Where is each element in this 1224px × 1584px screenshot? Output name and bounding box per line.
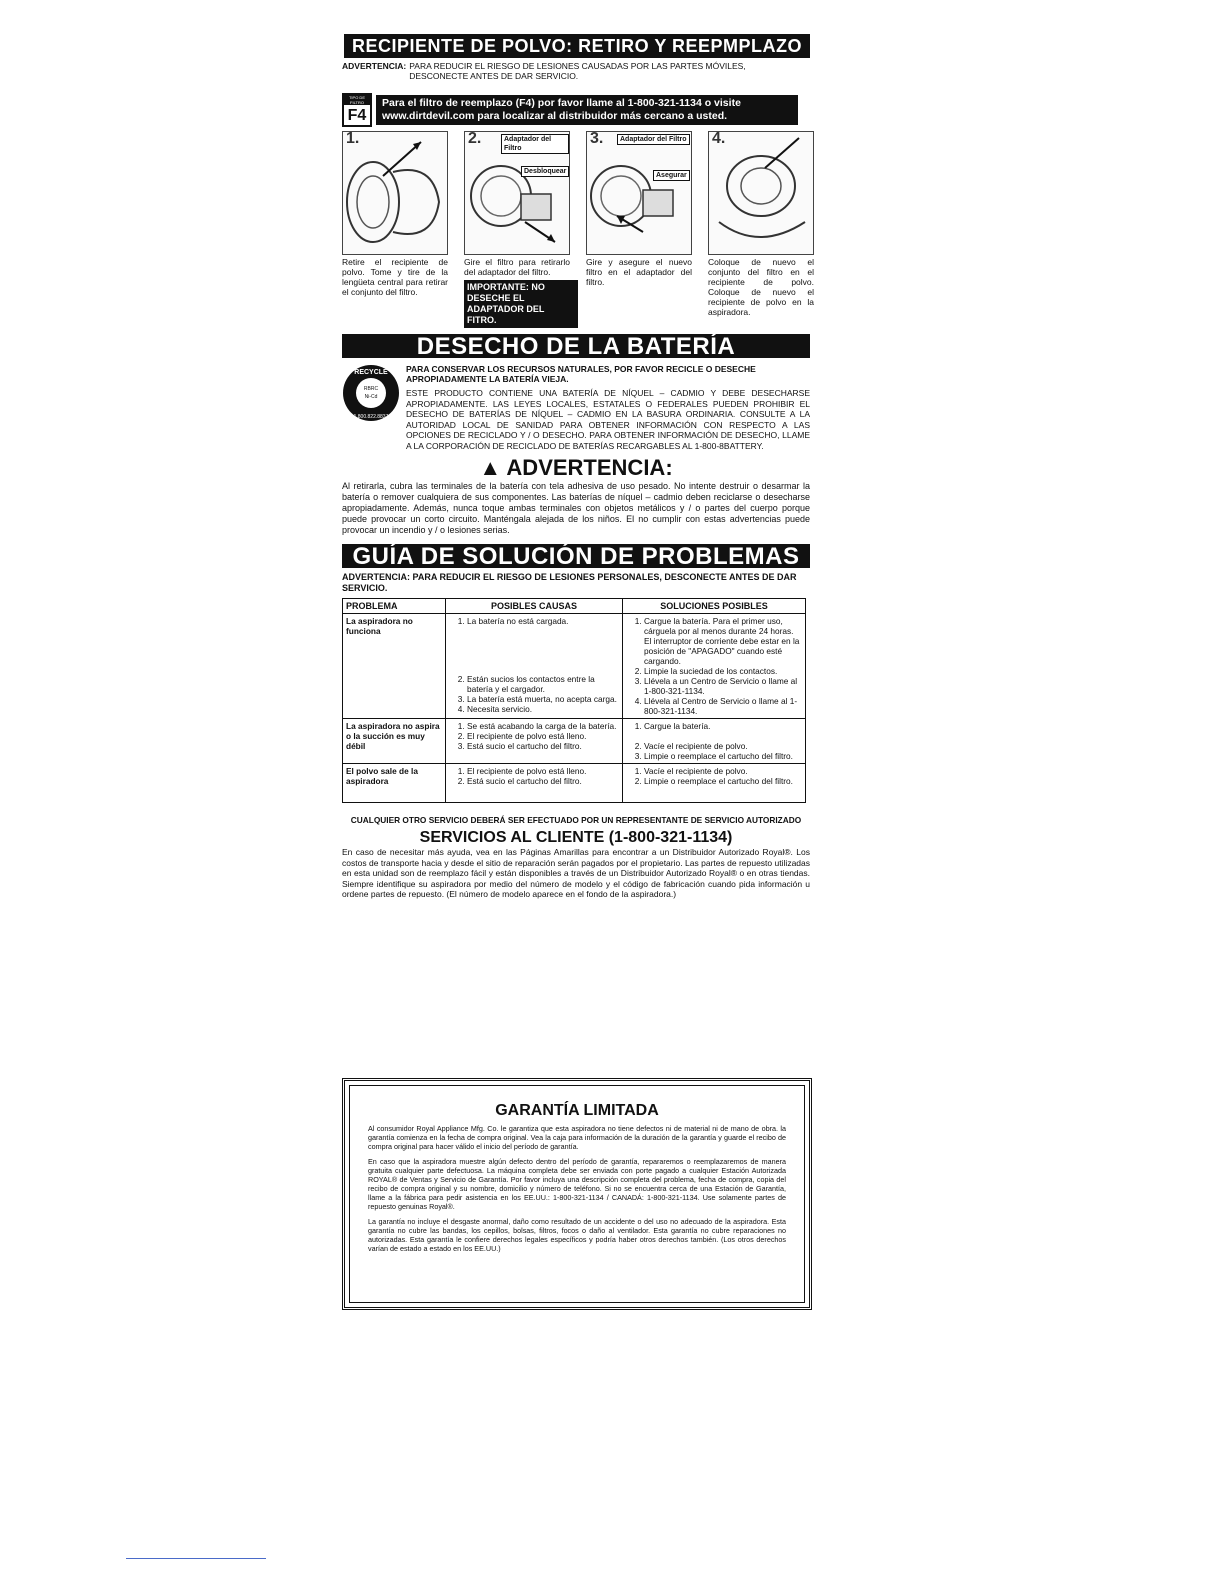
solution-item: 2. Limpie la suciedad de los contactos. [644,666,802,676]
filter-row [342,93,810,127]
solution-item: 1. Cargue la batería. Para el primer uso, cárguela por al menos durante 24 horas. El interruptor de corriente debe estar en la posición de "APAGADO" cuando esté cargando. [644,616,802,666]
svg-text:1.800.822.8837: 1.800.822.8837 [353,414,389,420]
service-note: CUALQUIER OTRO SERVICIO DEBERÁ SER EFECTUADO POR UN REPRESENTANTE DE SERVICIO AUTORIZADO [350,815,802,825]
table-row [343,719,806,764]
step-number: 2. [468,130,482,147]
step-4-illustration [708,131,814,255]
battery-warning-title [342,455,810,481]
causes-cell [446,764,623,803]
problem-cell: El polvo sale de la aspiradora [343,764,446,803]
cause-item: 1. Se está acabando la carga de la batería. [467,721,619,731]
footnote-divider [126,1558,266,1559]
causes-cell [446,614,623,719]
table-header-row [343,599,806,614]
table-row [343,614,806,719]
reinstall-illustration [709,132,813,254]
header-causes: POSIBLES CAUSAS [446,599,623,614]
solutions-cell [623,764,806,803]
warranty-paragraph: En caso que la aspiradora muestre algún defecto dentro del período de garantía, repararemos o reemplazaremos de manera gratuita cualquier parte defectuosa. La máquina completa debe ser enviada con porte pagado a cualquier Estación Autorizada ROYAL® de Ventas y Servicio de Garantía. Por favor incluya una descripción completa del problema, fecha de compra, copia del recibo de compra original y su nombre, domicilio y número de teléfono. Si no se encuentra cerca de una Estación de Garantía, llame a la fábrica para pedir asistencia en los EE.UU.: 1-800-321-1134 / CANADÁ: 1-800-321-1134. Use solamente partes de repuesto genuinas Royal®. [368,1157,786,1211]
cause-item: 1. El recipiente de polvo está lleno. [467,766,619,776]
solution-item: 4. Llévela al Centro de Servicio o llame al 1-800-321-1134. [644,696,802,716]
step-4-text: Coloque de nuevo el conjunto del filtro en el recipiente de polvo. Coloque de nuevo el recipiente de polvo en la aspiradora. [708,257,814,317]
filter-adapter-callout: Adaptador del Filtro [617,134,690,145]
warranty-box [342,1078,812,1310]
warranty-paragraph: La garantía no incluye el desgaste anormal, daño como resultado de un accidente o del uso no adecuado de la aspiradora. Esta garantía no cubre las bandas, los cepillos, bolsas, filtros, focos o daño al ventilador. Esta garantía no cubre reparaciones no autorizadas. Esta garantía le confiere derechos legales específicos y podría haber otros derechos también. (Los otros derechos varían de estado a estado en los EE.UU.) [368,1217,786,1253]
problem-cell: La aspiradora no funciona [343,614,446,719]
battery-text-block [406,364,810,451]
filter-badge-code: F4 [347,107,367,124]
dust-cup-illustration [343,132,447,254]
step-3-text: Gire y asegure el nuevo filtro en el adaptador del filtro. [586,257,692,287]
battery-body: ESTE PRODUCTO CONTIENE UNA BATERÍA DE NÍQUEL – CADMIO Y DEBE DESECHARSE APROPIADAMENTE. LAS LEYES LOCALES, ESTATALES O FEDERALES PUEDEN PROHIBIR EL DESECHO DE BATERÍAS DE NÍQUEL – CADMIO EN LA BASURA ORDINARIA. CONSULTE A LA AUTORIDAD LOCAL DE SANIDAD PARA OBTENER INFORMACIÓN CON RESPECTO A LAS OPCIONES DE RECICLADO Y / O DESECHO. PARA OBTENER INFORMACIÓN DE DESECHO, LLAME A LA CORPORACIÓN DE RECICLADO DE BATERÍAS RECARGABLES AL 1-800-8BATTERY. [406,388,810,451]
warranty-title: GARANTÍA LIMITADA [495,1102,659,1119]
cause-item: 4. Necesita servicio. [467,704,619,714]
warning-line [342,61,810,81]
svg-text:Ni-Cd: Ni-Cd [364,394,378,400]
solution-item: 3. Llévela a un Centro de Servicio o llame al 1-800-321-1134. [644,676,802,696]
table-row [343,764,806,803]
step-1 [342,131,448,328]
troubleshooting-table [342,598,806,803]
header-solutions: SOLUCIONES POSIBLES [623,599,806,614]
step-number: 1. [346,130,360,147]
solution-item: 2. Vacíe el recipiente de polvo. [644,741,802,751]
step-3 [586,131,692,328]
causes-cell [446,719,623,764]
solutions-cell [623,719,806,764]
solution-item: 2. Limpie o reemplace el cartucho del filtro. [644,776,802,786]
step-4 [708,131,814,328]
warning-text: PARA REDUCIR EL RIESGO DE LESIONES CAUSADAS POR LAS PARTES MÓVILES, DESCONECTE ANTES DE DAR SERVICIO. [409,61,746,81]
steps [342,130,814,328]
cause-item: 2. Está sucio el cartucho del filtro. [467,776,619,786]
solution-item: 3. Limpie o reemplace el cartucho del filtro. [644,751,802,761]
svg-text:RBRC: RBRC [363,386,379,392]
cause-item: 1. La batería no está cargada. [467,616,619,626]
section-title-troubleshooting: GUÍA DE SOLUCIÓN DE PROBLEMAS [342,544,810,568]
warning-triangle-icon: ▲ [479,455,502,480]
step-1-text: Retire el recipiente de polvo. Tome y tire de la lengüeta central para retirar el conjunto del filtro. [342,257,448,297]
step-number: 3. [590,130,604,147]
service-body: En caso de necesitar más ayuda, vea en las Páginas Amarillas para encontrar a un Distribuidor Autorizado Royal®. Los costos de transporte hacia y desde el sitio de reparación serán pagados por el propietario. Las partes de repuesto utilizadas en esta unidad son de reemplazo fácil y están disponibles a través de un Distribuidor Autorizado Royal® o en otras tiendas. Siempre identifique su aspiradora por medio del número de modelo y el código de fabricación cuando pida información u ordene partes de repuesto. (El número de modelo aparece en el fondo de la aspiradora.) [342,847,810,899]
warranty-inner [349,1085,805,1303]
solution-item: 1. Cargue la batería. [644,721,802,731]
filter-badge [342,93,372,127]
filter-badge-caption: TIPO DE FILTRO [344,95,370,105]
filter-lock-illustration [587,132,691,254]
important-note: IMPORTANTE: NO DESECHE EL ADAPTADOR DEL FITRO. [464,280,578,328]
problem-cell: La aspiradora no aspira o la succión es muy débil [343,719,446,764]
warning-label: ADVERTENCIA: [342,61,407,71]
battery-lead: PARA CONSERVAR LOS RECURSOS NATURALES, POR FAVOR RECICLE O DESECHE APROPIADAMENTE LA BATERÍA VIEJA. [406,364,756,384]
step-2-illustration [464,131,570,255]
step-2 [464,131,570,328]
solution-item: 1. Vacíe el recipiente de polvo. [644,766,802,776]
solutions-cell [623,614,806,719]
unlock-callout: Desbloquear [521,166,569,177]
step-3-illustration [586,131,692,255]
battery-warning-label: ADVERTENCIA: [506,455,673,480]
header-problem: PROBLEMA [343,599,446,614]
cause-item: 2. El recipiente de polvo está lleno. [467,731,619,741]
section-title-dust-cup: RECIPIENTE DE POLVO: RETIRO Y REEPMPLAZO [344,34,810,58]
svg-text:RECYCLE: RECYCLE [354,369,388,376]
lock-callout: Asegurar [653,170,690,181]
troubleshooting-warning: ADVERTENCIA: PARA REDUCIR EL RIESGO DE LESIONES PERSONALES, DESCONECTE ANTES DE DAR SERVICIO. [342,572,797,593]
section-title-battery: DESECHO DE LA BATERÍA [342,334,810,358]
cause-item: 3. Está sucio el cartucho del filtro. [467,741,619,751]
cause-item: 2. Están sucios los contactos entre la batería y el cargador. [467,674,619,694]
filter-message: Para el filtro de reemplazo (F4) por favor llame al 1-800-321-1134 o visite www.dirtdevil.com para localizar al distribuidor más cercano a usted. [376,95,798,125]
recycle-seal [342,364,400,422]
step-1-illustration [342,131,448,255]
battery-warning-body: Al retirarla, cubra las terminales de la batería con tela adhesiva de uso pesado. No intente destruir o desarmar la batería o remover cualquiera de sus componentes. Las baterías de níquel – cadmio deben reciclarse o desecharse apropiadamente. Además, nunca toque ambas terminales con objetos metálicos y / o partes del cuerpo porque puede provocar un corto circuito. Manténgala alejada de los niños. El no cumplir con estas advertencias puede provocar un incendio y / o lesiones serias. [342,481,810,535]
cause-item: 3. La batería está muerta, no acepta carga. [467,694,619,704]
step-number: 4. [712,130,726,147]
battery-intro [342,364,810,451]
filter-adapter-callout: Adaptador del Filtro [501,134,569,154]
warranty-paragraph: Al consumidor Royal Appliance Mfg. Co. le garantiza que esta aspiradora no tiene defectos ni de material ni de mano de obra. la garantía comienza en la fecha de compra original. Vea la caja para información de la duración de la garantía y guarde el recibo de compra original para hacer válido el inicio del período de garantía. [368,1124,786,1151]
step-2-text: Gire el filtro para retirarlo del adaptador del filtro. [464,257,570,277]
service-title: SERVICIOS AL CLIENTE (1-800-321-1134) [419,829,733,846]
manual-page [342,34,814,900]
